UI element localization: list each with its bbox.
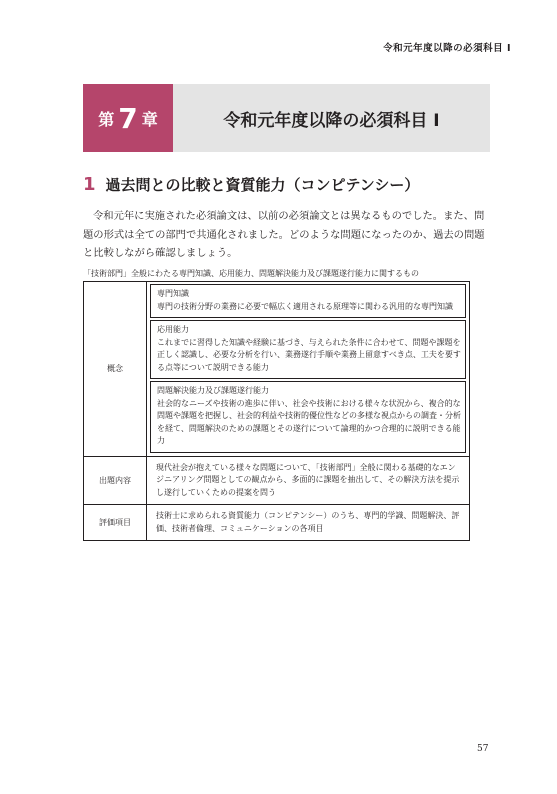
concept-body: 専門の技術分野の業務に必要で幅広く適用される原理等に関わる汎用的な専門知識	[157, 301, 453, 311]
content-label: 出題内容	[84, 456, 147, 505]
chapter-banner	[83, 84, 490, 152]
page-number: 57	[477, 744, 489, 754]
requirements-table	[83, 281, 470, 541]
concept-block-knowledge	[150, 284, 466, 318]
table-row-content	[84, 456, 470, 505]
section-number: 1	[83, 174, 96, 195]
chapter-suffix: 章	[141, 109, 158, 129]
intro-paragraph: 令和元年に実施された必須論文は、以前の必須論文とは異なるものでした。また、問題の形式は全ての部門で共通化されました。どのような問題になったのか、過去の問題と比較しながら確認しましょう。	[83, 210, 485, 259]
table-row-concept	[84, 282, 470, 457]
running-head: 令和元年度以降の必須科目 I	[383, 43, 511, 54]
evaluation-text: 技術士に求められる資質能力（コンピテンシー）のうち、専門的学識、問題解決、評価、技術者倫理、コミュニケーションの各項目	[147, 505, 470, 541]
section-heading	[83, 174, 419, 195]
evaluation-label: 評価項目	[84, 505, 147, 541]
section-title: 過去問との比較と資質能力（コンピテンシー）	[105, 176, 420, 194]
concept-body: 社会的なニーズや技術の進歩に伴い、社会や技術における様々な状況から、複合的な問題や課題を把握し、社会的利益や技術的優位性などの多様な視点からの調査・分析を経て、問題解決のための課題とその遂行について論理的かつ合理的に説明できる能力	[157, 398, 461, 445]
concept-block-problem-solving	[150, 381, 466, 453]
concept-title: 応用能力	[157, 325, 189, 334]
chapter-title-area	[173, 84, 490, 152]
chapter-title: 令和元年度以降の必須科目 I	[223, 110, 440, 131]
table-caption: 「技術部門」全般にわたる専門知識、応用能力、問題解決能力及び課題遂行能力に関するもの	[83, 269, 419, 278]
concept-cell	[147, 282, 470, 457]
chapter-number: 7	[118, 101, 138, 135]
concept-title: 専門知識	[157, 289, 189, 298]
chapter-number-box	[83, 84, 173, 152]
table-row-evaluation	[84, 505, 470, 541]
content-text: 現代社会が抱えている様々な問題について、「技術部門」全般に関わる基礎的なエンジニアリング問題としての観点から、多面的に課題を抽出して、その解決方法を提示し遂行していくための提案を問う	[147, 456, 470, 505]
concept-title: 問題解決能力及び課題遂行能力	[157, 386, 269, 395]
concept-body: これまでに習得した知識や経験に基づき、与えられた条件に合わせて、問題や課題を正しく認識し、必要な分析を行い、業務遂行手順や業務上留意すべき点、工夫を要する点等について説明できる能力	[157, 337, 461, 372]
concept-block-application	[150, 320, 466, 379]
chapter-prefix: 第	[98, 109, 115, 129]
concept-label: 概念	[84, 282, 147, 457]
